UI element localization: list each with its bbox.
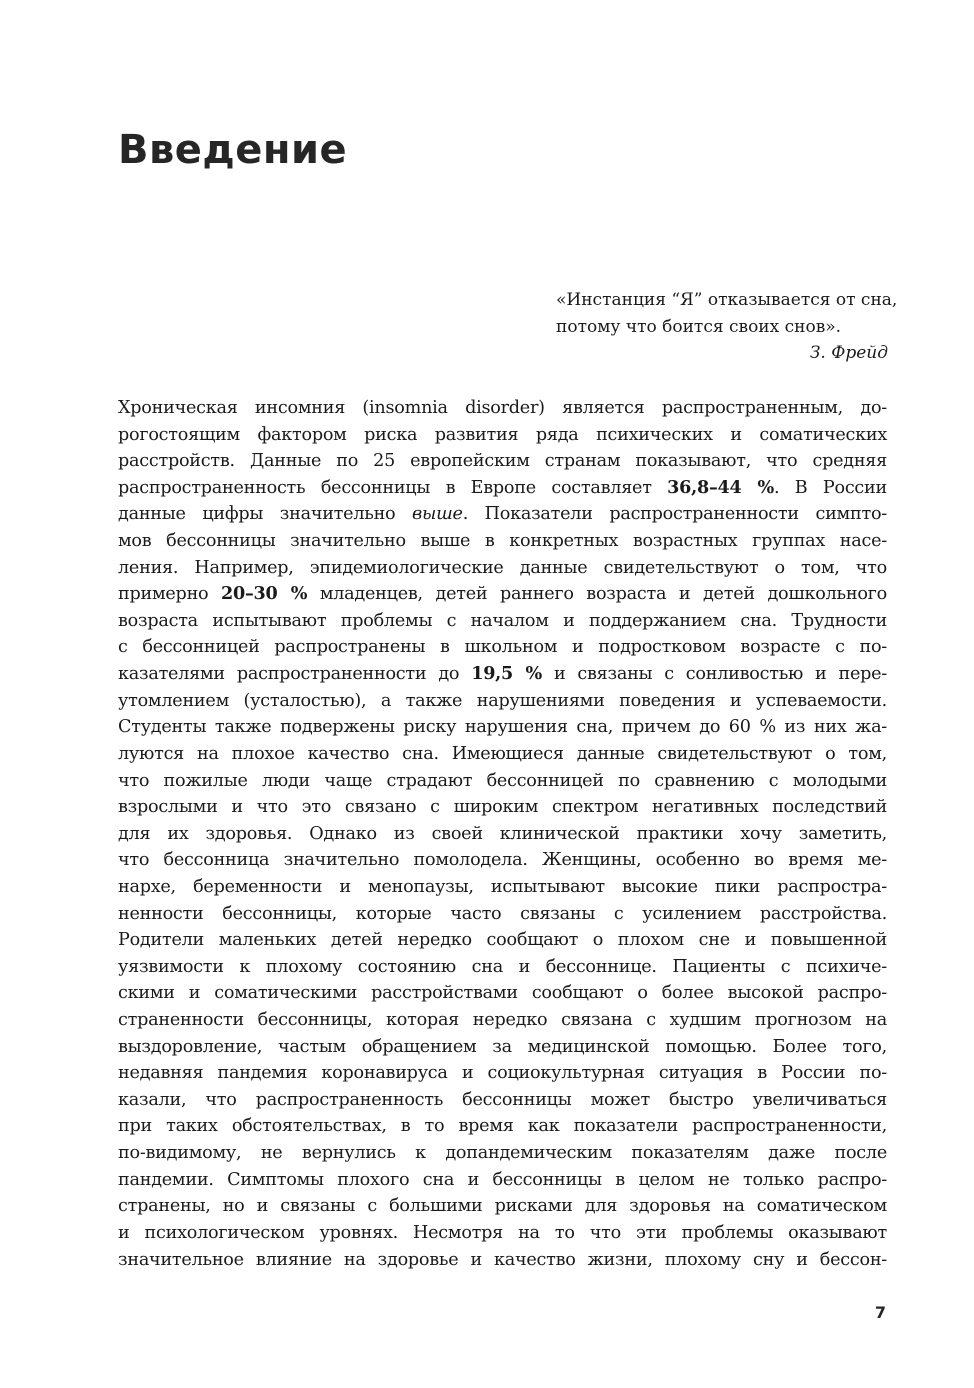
body-line	[118, 1140, 887, 1167]
text-run: выздоровление, частым обращением за медицинской помощью. Более того,	[118, 1036, 887, 1057]
text-run: утомлением (усталостью), а также нарушениями поведения и успеваемости.	[118, 690, 887, 711]
text-run: распространенность бессонницы в Европе составляет	[118, 477, 668, 498]
body-line	[118, 741, 887, 768]
body-line	[118, 1220, 887, 1247]
body-line	[118, 608, 887, 635]
bold-figure: 20–30 %	[221, 583, 308, 605]
text-run: данные цифры значительно	[118, 504, 413, 525]
text-run: пандемии. Симптомы плохого сна и бессонницы в целом не только распро-	[118, 1169, 887, 1190]
body-line	[118, 475, 887, 502]
text-run: по-видимому, не вернулись к допандемическим показателям даже после	[118, 1143, 887, 1164]
text-run: страненности бессонницы, которая нередко связана с худшим прогнозом на	[118, 1010, 887, 1031]
text-run: ненности бессонницы, которые часто связаны с усилением расстройства.	[118, 903, 887, 924]
body-line	[118, 821, 887, 848]
text-run: для их здоровья. Однако из своей клинической практики хочу заметить,	[118, 823, 887, 844]
body-line	[118, 555, 887, 582]
emphasis-text: выше	[412, 504, 463, 525]
text-run: луются на плохое качество сна. Имеющиеся данные свидетельствуют о том,	[118, 743, 887, 764]
text-run: уязвимости к плохому состоянию сна и бессоннице. Пациенты с психиче-	[118, 956, 887, 977]
body-line	[118, 1034, 887, 1061]
text-run: расстройств. Данные по 25 европейским странам показывают, что средняя	[118, 451, 887, 472]
text-run: и связаны с сонливостью и пере-	[542, 664, 887, 685]
body-line	[118, 581, 887, 608]
body-line	[118, 980, 887, 1007]
text-run: ления. Например, эпидемиологические данные свидетельствуют о том, что	[118, 557, 887, 578]
text-run: . Показатели распространенности симпто-	[462, 504, 887, 525]
text-run: и психологическом уровнях. Несмотря на то что эти проблемы оказывают	[118, 1222, 887, 1243]
body-line	[118, 1113, 887, 1140]
text-run: Родители маленьких детей нередко сообщают о плохом сне и повышенной	[118, 930, 887, 951]
body-line	[118, 634, 887, 661]
body-line	[118, 1193, 887, 1220]
body-line	[118, 448, 887, 475]
body-line	[118, 714, 887, 741]
body-line	[118, 661, 887, 688]
body-line	[118, 528, 887, 555]
text-run: Хроническая инсомния (insomnia disorder) является распространенным, до-	[118, 398, 887, 418]
text-run: что бессонница значительно помолодела. Женщины, особенно во время ме-	[118, 850, 887, 871]
bold-figure: 19,5 %	[471, 663, 543, 685]
text-run: . В России	[773, 477, 887, 498]
body-text	[118, 395, 887, 1273]
body-line	[118, 422, 887, 449]
epigraph-line: потому что боится своих снов».	[556, 316, 842, 337]
body-line	[118, 1087, 887, 1114]
body-line	[118, 1247, 887, 1274]
body-line	[118, 1167, 887, 1194]
epigraph-line: «Инстанция “Я” отказывается от сна,	[556, 290, 898, 310]
epigraph	[556, 287, 898, 367]
epigraph-author: З. Фрейд	[809, 343, 888, 363]
body-line	[118, 395, 887, 422]
text-run: нархе, беременности и менопаузы, испытывают высокие пики распростра-	[118, 876, 887, 897]
text-run: с бессонницей распространены в школьном и подростковом возрасте с по-	[118, 637, 887, 658]
text-run: мов бессонницы значительно выше в конкретных возрастных группах насе-	[118, 531, 887, 552]
text-run: недавняя пандемия коронавируса и социокультурная ситуация в России по-	[118, 1063, 887, 1084]
text-run: казателями распространенности до	[118, 664, 472, 685]
body-line	[118, 874, 887, 901]
text-run: при таких обстоятельствах, в то время как показатели распространенности,	[118, 1116, 887, 1137]
body-line	[118, 927, 887, 954]
text-run: возраста испытывают проблемы с началом и поддержанием сна. Трудности	[118, 610, 887, 631]
body-line	[118, 847, 887, 874]
body-line	[118, 794, 887, 821]
text-run: взрослыми и что это связано с широким спектром негативных последствий	[118, 797, 887, 818]
bold-figure: 36,8–44 %	[667, 476, 774, 498]
page-number: 7	[874, 1303, 886, 1322]
text-run: младенцев, детей раннего возраста и детей дошкольного	[307, 584, 887, 605]
body-line	[118, 1007, 887, 1034]
text-run: странены, но и связаны с большими рисками для здоровья на соматическом	[118, 1196, 887, 1217]
text-run: примерно	[118, 584, 222, 605]
body-line	[118, 768, 887, 795]
text-run: рогостоящим фактором риска развития ряда психических и соматических	[118, 424, 887, 445]
body-line	[118, 501, 887, 528]
text-run: Студенты также подвержены риску нарушения сна, причем до 60 % из них жа-	[118, 717, 887, 738]
text-run: казали, что распространенность бессонницы может быстро увеличиваться	[118, 1089, 887, 1110]
body-line	[118, 954, 887, 981]
chapter-heading: Введение	[118, 127, 348, 173]
body-line	[118, 688, 887, 715]
body-line	[118, 1060, 887, 1087]
body-line	[118, 901, 887, 928]
text-run: что пожилые люди чаще страдают бессонницей по сравнению с молодыми	[118, 770, 887, 791]
text-run: скими и соматическими расстройствами сообщают о более высокой распро-	[118, 983, 887, 1004]
text-run: значительное влияние на здоровье и качество жизни, плохому сну и бессон-	[118, 1249, 887, 1270]
